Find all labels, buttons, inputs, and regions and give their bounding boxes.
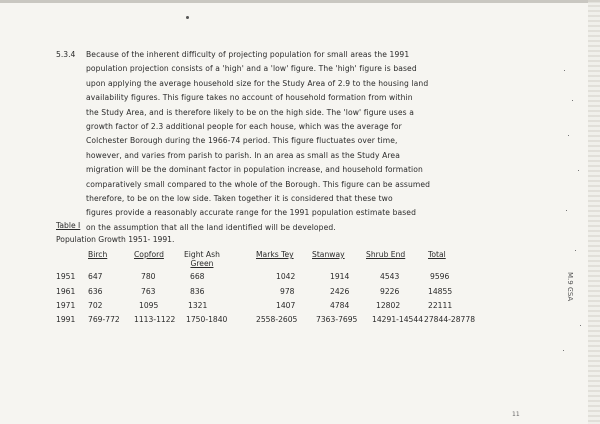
table-cell: 647 xyxy=(88,272,103,281)
col-header-stanway: Stanway xyxy=(312,250,345,259)
table-cell: 14855 xyxy=(428,287,453,296)
paragraph-line: Colchester Borough during the 1966-74 period. This figure fluctuates over time, xyxy=(86,136,398,146)
row-year: 1951 xyxy=(56,272,76,281)
table-cell: 1914 xyxy=(330,272,350,281)
table-cell: 22111 xyxy=(428,301,453,310)
paragraph-line: the Study Area, and is therefore likely to be on the high side. The 'low' figure uses a xyxy=(86,107,414,117)
table-cell: 2426 xyxy=(330,287,350,296)
table-cell: 769-772 xyxy=(88,315,120,324)
col-header-marks-tey: Marks Tey xyxy=(256,250,294,259)
col-header-copford: Copford xyxy=(134,250,164,259)
table-cell: 836 xyxy=(190,287,205,296)
scan-specks xyxy=(560,60,584,360)
col-header-birch: Birch xyxy=(88,250,108,259)
table-cell: 763 xyxy=(141,287,156,296)
page-right-edge xyxy=(588,0,600,424)
punch-dot xyxy=(186,16,189,19)
table-cell: 1095 xyxy=(139,301,159,310)
col-header-green: Green xyxy=(190,259,214,268)
table-cell: 9226 xyxy=(380,287,400,296)
table-cell: 1750-1840 xyxy=(186,315,228,324)
paragraph-line: growth factor of 2.3 additional people for each house, which was the average for xyxy=(86,122,402,132)
paragraph-line: figures provide a reasonably accurate range for the 1991 population estimate based xyxy=(86,208,416,218)
table-title: Population Growth 1951- 1991. xyxy=(56,235,175,244)
table-cell: 4784 xyxy=(330,301,350,310)
page-number: 11 xyxy=(512,411,520,418)
paragraph-line: however, and varies from parish to parish. In an area as small as the Study Area xyxy=(86,150,400,160)
col-header-eight-ash: Eight Ash xyxy=(184,250,220,259)
margin-annotation: M.9 CSA xyxy=(566,272,574,302)
table-cell: 4543 xyxy=(380,272,400,281)
table-cell: 14291-14544 xyxy=(372,315,424,324)
table-cell: 12802 xyxy=(376,301,401,310)
paragraph-number: 5.3.4 xyxy=(56,50,76,59)
table-cell: 7363-7695 xyxy=(316,315,358,324)
col-header-total: Total xyxy=(428,250,446,259)
table-cell: 668 xyxy=(190,272,205,281)
table-cell: 1113-1122 xyxy=(134,315,176,324)
paragraph-line: on the assumption that all the land identified will be developed. xyxy=(86,222,336,232)
row-year: 1991 xyxy=(56,315,76,324)
col-header-shrub-end: Shrub End xyxy=(366,250,406,259)
paragraph-line: migration will be the dominant factor in population increase, and household formation xyxy=(86,165,423,175)
table-cell: 978 xyxy=(280,287,295,296)
paragraph-line: therefore, to be on the low side. Taken together it is considered that these two xyxy=(86,194,393,204)
table-cell: 780 xyxy=(141,272,156,281)
table-cell: 1321 xyxy=(188,301,208,310)
table-label: Table I xyxy=(56,221,81,230)
table-cell: 702 xyxy=(88,301,103,310)
table-cell: 9596 xyxy=(430,272,450,281)
row-year: 1961 xyxy=(56,287,76,296)
table-cell: 27844-28778 xyxy=(424,315,476,324)
table-cell: 636 xyxy=(88,287,103,296)
paragraph-line: Because of the inherent difficulty of projecting population for small areas the 1991 xyxy=(86,50,410,59)
row-year: 1971 xyxy=(56,301,76,310)
paragraph-line: upon applying the average household size for the Study Area of 2.9 to the housing land xyxy=(86,78,429,88)
col-header-eight-ash-green xyxy=(184,250,220,268)
paragraph-body xyxy=(86,48,476,235)
table-cell: 1042 xyxy=(276,272,296,281)
paragraph-line: availability figures. This figure takes no account of household formation from within xyxy=(86,93,413,103)
paragraph-line: population projection consists of a 'high' and a 'low' figure. The 'high' figure is based xyxy=(86,64,417,74)
table-cell: 2558-2605 xyxy=(256,315,298,324)
page-top-edge xyxy=(0,0,600,3)
table-cell: 1407 xyxy=(276,301,296,310)
paragraph-line: comparatively small compared to the whole of the Borough. This figure can be assumed xyxy=(86,179,431,189)
